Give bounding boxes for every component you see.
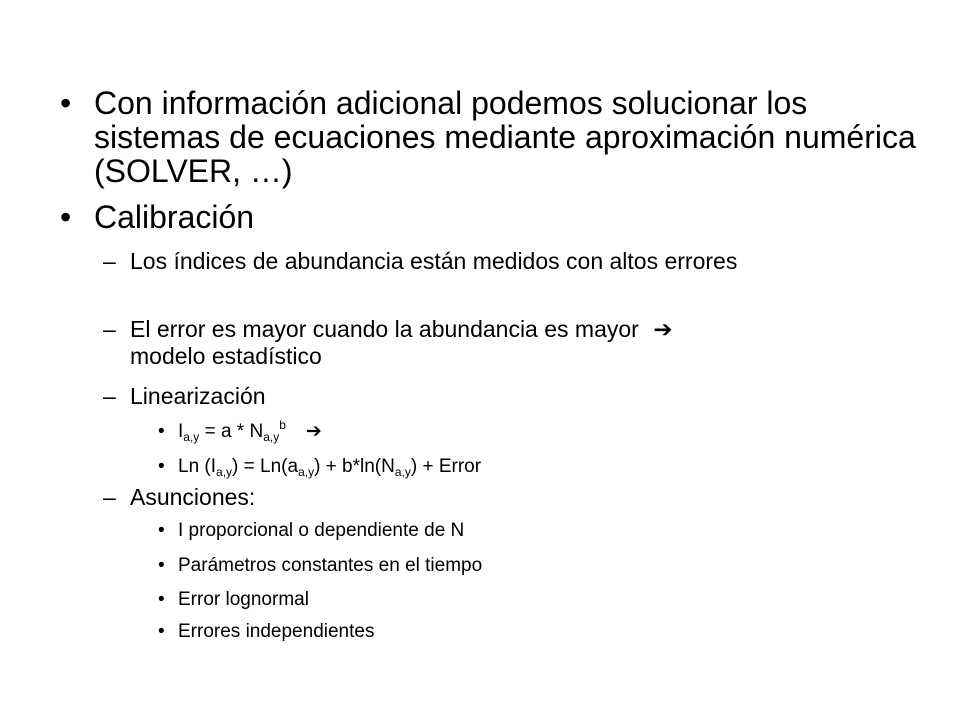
sub-bullet-text: Asunciones:: [130, 484, 256, 510]
bullet-marker: •: [158, 520, 165, 541]
assumption-text: Parámetros constantes en el tiempo: [178, 555, 483, 576]
arrow-right-icon: ➔: [653, 316, 673, 342]
bullet-marker: •: [158, 621, 165, 642]
sub-bullet-text: El error es mayor cuando la abundancia es mayor: [130, 316, 639, 342]
bullet-marker: •: [158, 421, 165, 442]
bullet-item: [60, 86, 920, 188]
dash-marker: –: [103, 383, 116, 409]
sub-bullet-item: [103, 484, 863, 511]
assumption-text: Errores independientes: [178, 621, 375, 642]
sub-bullet-text: Linearización: [130, 383, 266, 409]
assumption-item: [158, 554, 778, 577]
sub-bullet-item: [103, 316, 863, 370]
bullet-text: Calibración: [94, 199, 255, 235]
dash-marker: –: [103, 484, 116, 510]
bullet-item: [60, 200, 920, 234]
sub-bullet-item: [103, 248, 863, 275]
assumption-text: I proporcional o dependiente de N: [178, 520, 465, 541]
sub-bullet-item: [103, 383, 863, 410]
dash-marker: –: [103, 248, 116, 274]
assumption-item: [158, 519, 778, 542]
bullet-marker: •: [158, 555, 165, 576]
formula-power: $I_{a,y} = a * N_{a,y}^b$ ➔: [178, 418, 322, 444]
formula-item: [158, 420, 778, 443]
bullet-marker: •: [60, 199, 72, 235]
assumption-item: [158, 588, 778, 611]
dash-marker: –: [103, 316, 116, 342]
sub-bullet-text: Los índices de abundancia están medidos con altos errores: [130, 248, 738, 274]
bullet-marker: •: [158, 589, 165, 610]
assumption-text: Error lognormal: [178, 589, 309, 610]
bullet-marker: •: [158, 456, 165, 477]
formula-item: [158, 455, 778, 478]
bullet-text: Con información adicional podemos solucionar los sistemas de ecuaciones mediante aproximación numérica (SOLVER, …): [94, 85, 916, 189]
formula-log: Ln $(I_{a,y}) = Ln(a_{a,y}) + b*\ln(N_{a,y})$ + Error: [178, 456, 482, 479]
arrow-right-icon: ➔: [305, 421, 322, 442]
sub-bullet-text-continued: modelo estadístico: [130, 343, 322, 369]
bullet-marker: •: [60, 85, 72, 121]
assumption-item: [158, 620, 778, 643]
